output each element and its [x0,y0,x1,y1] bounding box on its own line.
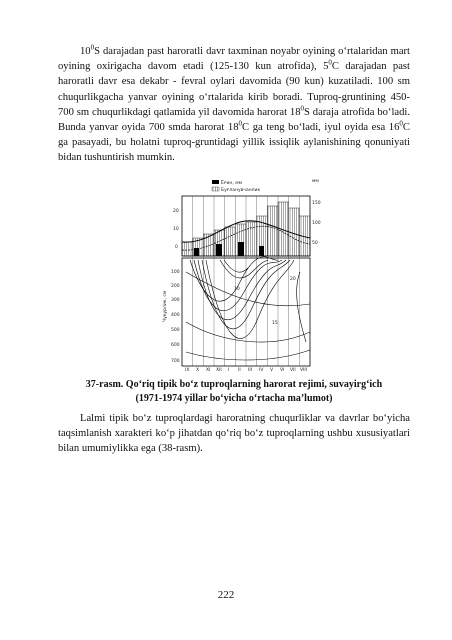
soil-temperature-figure [160,172,330,372]
left-tick: 0 [175,245,178,250]
paragraph-temperature-periods: $10^0S$ darajadan past haroratli davr taxminan noyabr oyining o‘rtalaridan mart oyining oxirigacha davom etadi (125-130 kun atrofida), $5^0C$ darajadan past haroratli davr esa dekabr - fevral oylari davomida (90 kun) kuzatiladi. 100 sm chuqurlikgacha yanvar oyining o‘rtalarida kirib boradi. Tuproq-gruntining 450-700 sm chuqurlikdagi qatlamida yil davomida harorat $18^0S$ daraja atrofida bo‘ladi. Bunda yanvar oyida 700 smda harorat $18^0C$ ga teng bo‘ladi, iyul oyida esa $16^0C$ ga pasayadi, bu holatni tuproq-gruntidagi yillik issiqlik aylanishining qonuniyati bidan tushuntirish mumkin. [58,43,410,164]
depth-tick: 500 [171,328,180,333]
month-tick: XII [216,368,222,372]
month-tick: VI [280,368,285,372]
isotherm-label: 15 [272,321,278,326]
month-tick: X [196,368,200,372]
depth-tick: 700 [171,359,180,364]
depth-tick: 400 [171,313,180,318]
month-tick: II [238,368,241,372]
month-tick: IX [185,368,190,372]
legend-evaporation: Буғланувчанлик [221,188,261,193]
depth-tick: 600 [171,343,180,348]
paragraph-rainfed-soils: Lalmi tipik bo‘z tuproqlardagi haroratning chuqurliklar va davrlar bo‘yicha taqsimlanish xarakteri ko‘p jihatdan qo‘riq bo‘z tuproqlarning ushbu xususiyatlari bilan umumiylikka ega (38-rasm). [58,413,410,455]
depth-tick: 300 [171,298,180,303]
figure-caption: 37-rasm. Qo‘riq tipik bo‘z tuproqlarning harorat rejimi, suvayirg‘ich (1971-1974 yillar bo‘yicha o‘rtacha ma’lumot) [85,379,383,404]
month-tick: VII [290,368,296,372]
isotherm-label: 10 [234,287,240,292]
isotherm-label: 20 [290,277,296,282]
month-tick: I [228,368,230,372]
right-tick: 100 [312,221,321,226]
page-number: 222 [217,589,235,601]
right-axis-unit: мм [312,179,319,184]
right-tick: 50 [312,241,318,246]
month-tick: XI [206,368,211,372]
left-tick: 10 [173,227,179,232]
month-tick: VIII [300,368,308,372]
left-tick: 20 [173,209,179,214]
legend-precipitation: Ёғин, мм [221,181,243,186]
month-tick: V [270,368,274,372]
month-tick: IV [259,368,264,372]
month-tick: III [248,368,252,372]
depth-tick: 200 [171,284,180,289]
depth-axis-label: Чуқурлик, см [163,290,168,322]
depth-tick: 100 [171,270,180,275]
right-tick: 150 [312,201,321,206]
